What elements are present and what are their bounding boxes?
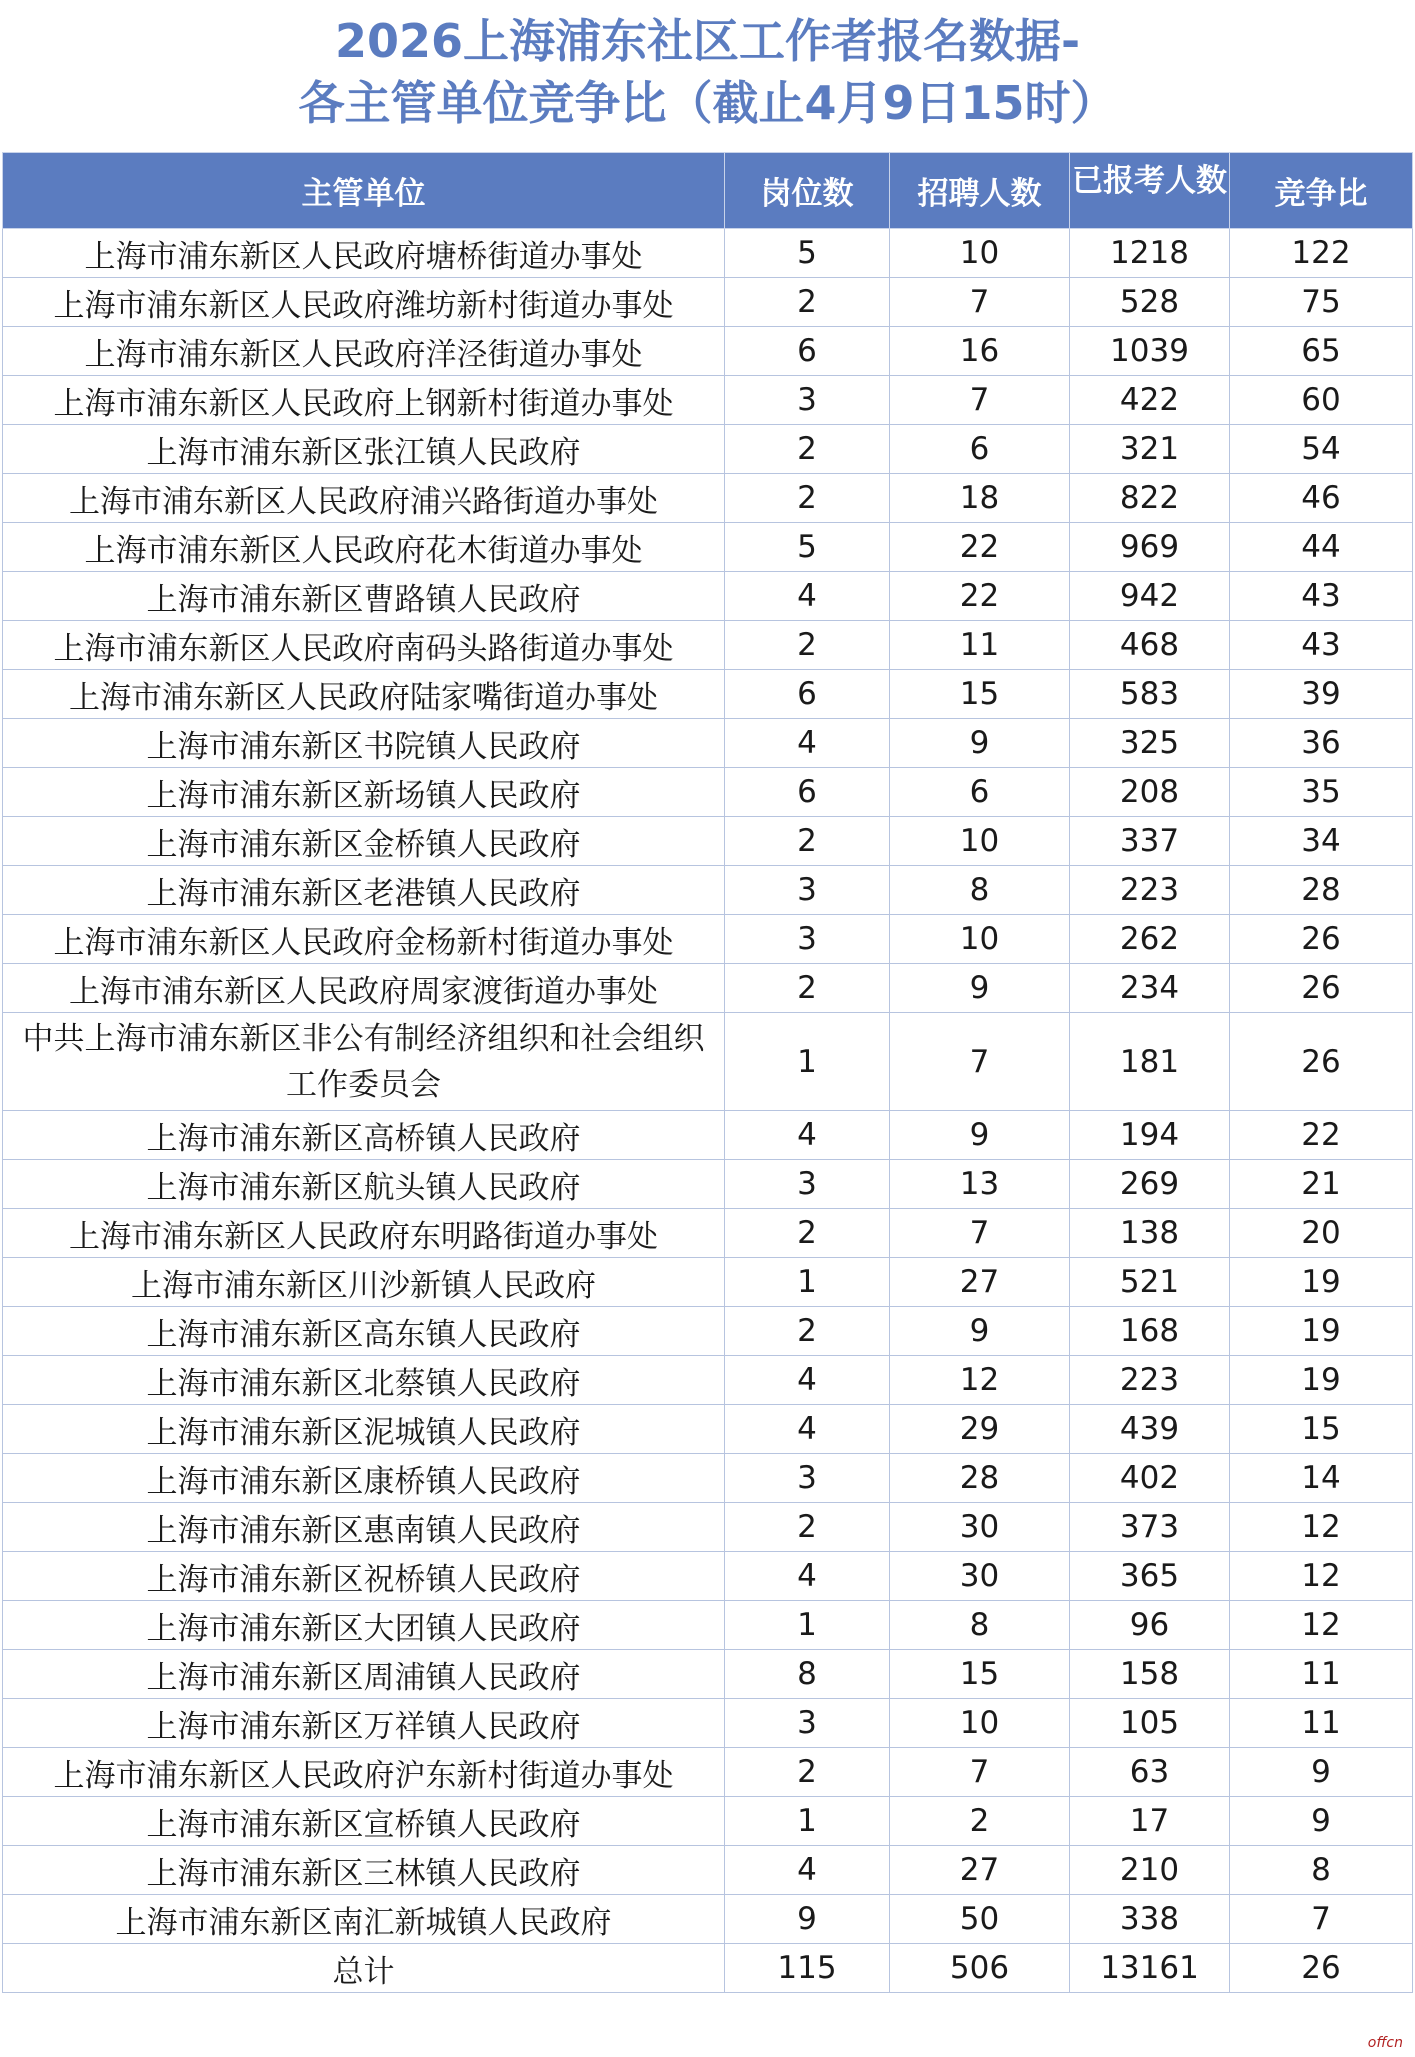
cell-recruits: 30 [890, 1552, 1070, 1601]
cell-positions: 9 [725, 1895, 890, 1944]
table-row [3, 1650, 1413, 1699]
table-row [3, 1307, 1413, 1356]
cell-unit: 上海市浦东新区曹路镇人民政府 [3, 572, 725, 621]
cell-recruits: 16 [890, 327, 1070, 376]
title-line-2: 各主管单位竞争比（截止4月9日15时） [298, 76, 1117, 130]
cell-positions: 2 [725, 964, 890, 1013]
cell-recruits: 7 [890, 1209, 1070, 1258]
cell-unit: 上海市浦东新区人民政府洋泾街道办事处 [3, 327, 725, 376]
cell-recruits: 12 [890, 1356, 1070, 1405]
cell-unit: 上海市浦东新区新场镇人民政府 [3, 768, 725, 817]
cell-ratio: 14 [1230, 1454, 1413, 1503]
page-title [0, 0, 1415, 152]
competition-ratio-table [2, 152, 1413, 1993]
cell-positions: 5 [725, 229, 890, 278]
cell-positions: 2 [725, 817, 890, 866]
header-ratio: 竞争比 [1230, 153, 1413, 229]
table-row [3, 768, 1413, 817]
cell-applicants: 181 [1070, 1013, 1230, 1111]
table-row [3, 817, 1413, 866]
total-row [3, 1944, 1413, 1993]
table-row [3, 1503, 1413, 1552]
cell-ratio: 7 [1230, 1895, 1413, 1944]
cell-unit: 上海市浦东新区高东镇人民政府 [3, 1307, 725, 1356]
table-row [3, 327, 1413, 376]
table-row [3, 1797, 1413, 1846]
cell-recruits: 29 [890, 1405, 1070, 1454]
table-row [3, 964, 1413, 1013]
cell-positions: 3 [725, 1160, 890, 1209]
cell-unit: 上海市浦东新区祝桥镇人民政府 [3, 1552, 725, 1601]
table-row [3, 572, 1413, 621]
cell-positions: 4 [725, 1552, 890, 1601]
cell-recruits: 7 [890, 1748, 1070, 1797]
table-row [3, 670, 1413, 719]
cell-applicants: 96 [1070, 1601, 1230, 1650]
table-row [3, 474, 1413, 523]
cell-ratio: 39 [1230, 670, 1413, 719]
cell-positions: 1 [725, 1601, 890, 1650]
cell-ratio: 60 [1230, 376, 1413, 425]
cell-unit: 上海市浦东新区高桥镇人民政府 [3, 1111, 725, 1160]
cell-applicants: 337 [1070, 817, 1230, 866]
cell-ratio: 19 [1230, 1258, 1413, 1307]
cell-positions: 2 [725, 474, 890, 523]
cell-positions: 1 [725, 1797, 890, 1846]
cell-unit: 上海市浦东新区人民政府东明路街道办事处 [3, 1209, 725, 1258]
table-row [3, 1111, 1413, 1160]
cell-positions: 2 [725, 1503, 890, 1552]
cell-ratio: 44 [1230, 523, 1413, 572]
title-line-1: 2026上海浦东社区工作者报名数据- [334, 14, 1081, 68]
cell-applicants: 321 [1070, 425, 1230, 474]
table-row [3, 1160, 1413, 1209]
cell-positions: 4 [725, 1405, 890, 1454]
cell-recruits: 27 [890, 1258, 1070, 1307]
cell-applicants: 373 [1070, 1503, 1230, 1552]
cell-ratio: 46 [1230, 474, 1413, 523]
cell-recruits: 18 [890, 474, 1070, 523]
cell-ratio: 43 [1230, 572, 1413, 621]
cell-unit: 上海市浦东新区人民政府金杨新村街道办事处 [3, 915, 725, 964]
cell-ratio: 12 [1230, 1601, 1413, 1650]
cell-ratio: 75 [1230, 278, 1413, 327]
cell-ratio: 19 [1230, 1356, 1413, 1405]
cell-ratio: 12 [1230, 1552, 1413, 1601]
cell-recruits: 7 [890, 376, 1070, 425]
cell-ratio: 26 [1230, 1013, 1413, 1111]
header-applicants-label: 已报考人数 [1072, 163, 1227, 199]
cell-applicants: 468 [1070, 621, 1230, 670]
cell-applicants: 168 [1070, 1307, 1230, 1356]
cell-applicants: 194 [1070, 1111, 1230, 1160]
cell-recruits: 10 [890, 1699, 1070, 1748]
cell-applicants: 1039 [1070, 327, 1230, 376]
cell-unit: 上海市浦东新区川沙新镇人民政府 [3, 1258, 725, 1307]
table-row [3, 866, 1413, 915]
cell-positions: 8 [725, 1650, 890, 1699]
cell-unit: 上海市浦东新区惠南镇人民政府 [3, 1503, 725, 1552]
cell-positions: 2 [725, 1209, 890, 1258]
table-row [3, 1013, 1413, 1111]
header-recruits: 招聘人数 [890, 153, 1070, 229]
cell-positions: 2 [725, 1748, 890, 1797]
table-row [3, 621, 1413, 670]
cell-recruits: 13 [890, 1160, 1070, 1209]
cell-ratio: 36 [1230, 719, 1413, 768]
cell-applicants: 942 [1070, 572, 1230, 621]
table-header-row [3, 153, 1413, 229]
table-row [3, 1405, 1413, 1454]
cell-recruits: 10 [890, 915, 1070, 964]
cell-recruits: 9 [890, 1307, 1070, 1356]
cell-recruits: 8 [890, 1601, 1070, 1650]
cell-ratio: 21 [1230, 1160, 1413, 1209]
cell-applicants: 583 [1070, 670, 1230, 719]
cell-ratio: 12 [1230, 1503, 1413, 1552]
cell-positions: 3 [725, 1454, 890, 1503]
cell-positions: 4 [725, 1111, 890, 1160]
cell-ratio: 9 [1230, 1748, 1413, 1797]
table-row [3, 1748, 1413, 1797]
table-row [3, 278, 1413, 327]
cell-unit: 上海市浦东新区万祥镇人民政府 [3, 1699, 725, 1748]
cell-applicants: 969 [1070, 523, 1230, 572]
cell-positions: 1 [725, 1258, 890, 1307]
cell-unit: 上海市浦东新区航头镇人民政府 [3, 1160, 725, 1209]
cell-unit: 上海市浦东新区书院镇人民政府 [3, 719, 725, 768]
cell-applicants: 338 [1070, 1895, 1230, 1944]
cell-positions: 3 [725, 915, 890, 964]
cell-positions: 4 [725, 1356, 890, 1405]
cell-unit: 上海市浦东新区三林镇人民政府 [3, 1846, 725, 1895]
cell-positions: 6 [725, 670, 890, 719]
cell-unit: 上海市浦东新区周浦镇人民政府 [3, 1650, 725, 1699]
cell-positions: 2 [725, 425, 890, 474]
cell-applicants: 105 [1070, 1699, 1230, 1748]
cell-ratio: 34 [1230, 817, 1413, 866]
cell-positions: 5 [725, 523, 890, 572]
cell-recruits: 9 [890, 719, 1070, 768]
table-row [3, 229, 1413, 278]
table-row [3, 376, 1413, 425]
cell-applicants: 138 [1070, 1209, 1230, 1258]
cell-recruits: 28 [890, 1454, 1070, 1503]
header-applicants [1070, 153, 1230, 229]
cell-positions: 6 [725, 327, 890, 376]
cell-unit: 上海市浦东新区人民政府上钢新村街道办事处 [3, 376, 725, 425]
cell-unit: 上海市浦东新区人民政府花木街道办事处 [3, 523, 725, 572]
cell-unit: 上海市浦东新区宣桥镇人民政府 [3, 1797, 725, 1846]
cell-positions: 2 [725, 1307, 890, 1356]
cell-applicants: 210 [1070, 1846, 1230, 1895]
cell-unit: 上海市浦东新区人民政府陆家嘴街道办事处 [3, 670, 725, 719]
table-row [3, 1699, 1413, 1748]
cell-recruits: 22 [890, 523, 1070, 572]
table-row [3, 1895, 1413, 1944]
header-unit: 主管单位 [3, 153, 725, 229]
cell-ratio: 8 [1230, 1846, 1413, 1895]
table-row [3, 719, 1413, 768]
cell-recruits: 22 [890, 572, 1070, 621]
cell-recruits: 11 [890, 621, 1070, 670]
cell-unit: 上海市浦东新区康桥镇人民政府 [3, 1454, 725, 1503]
cell-positions: 4 [725, 719, 890, 768]
total-cell-positions: 115 [725, 1944, 890, 1993]
table-row [3, 1209, 1413, 1258]
cell-recruits: 50 [890, 1895, 1070, 1944]
cell-recruits: 7 [890, 1013, 1070, 1111]
cell-ratio: 54 [1230, 425, 1413, 474]
table-row [3, 1454, 1413, 1503]
cell-positions: 2 [725, 278, 890, 327]
cell-ratio: 43 [1230, 621, 1413, 670]
cell-unit: 上海市浦东新区金桥镇人民政府 [3, 817, 725, 866]
table-row [3, 1356, 1413, 1405]
cell-recruits: 6 [890, 425, 1070, 474]
cell-ratio: 15 [1230, 1405, 1413, 1454]
cell-applicants: 262 [1070, 915, 1230, 964]
cell-applicants: 365 [1070, 1552, 1230, 1601]
cell-ratio: 11 [1230, 1650, 1413, 1699]
cell-unit: 上海市浦东新区南汇新城镇人民政府 [3, 1895, 725, 1944]
cell-recruits: 15 [890, 670, 1070, 719]
cell-ratio: 11 [1230, 1699, 1413, 1748]
cell-recruits: 30 [890, 1503, 1070, 1552]
cell-ratio: 26 [1230, 915, 1413, 964]
cell-applicants: 521 [1070, 1258, 1230, 1307]
cell-applicants: 402 [1070, 1454, 1230, 1503]
cell-unit: 上海市浦东新区北蔡镇人民政府 [3, 1356, 725, 1405]
cell-applicants: 1218 [1070, 229, 1230, 278]
cell-positions: 3 [725, 866, 890, 915]
cell-unit: 上海市浦东新区泥城镇人民政府 [3, 1405, 725, 1454]
cell-recruits: 10 [890, 229, 1070, 278]
cell-applicants: 528 [1070, 278, 1230, 327]
cell-ratio: 28 [1230, 866, 1413, 915]
table-row [3, 1846, 1413, 1895]
cell-unit: 上海市浦东新区人民政府沪东新村街道办事处 [3, 1748, 725, 1797]
cell-positions: 3 [725, 376, 890, 425]
cell-unit: 上海市浦东新区张江镇人民政府 [3, 425, 725, 474]
total-cell-unit: 总计 [3, 1944, 725, 1993]
cell-positions: 1 [725, 1013, 890, 1111]
cell-unit: 上海市浦东新区老港镇人民政府 [3, 866, 725, 915]
cell-ratio: 65 [1230, 327, 1413, 376]
cell-recruits: 2 [890, 1797, 1070, 1846]
cell-recruits: 27 [890, 1846, 1070, 1895]
cell-positions: 3 [725, 1699, 890, 1748]
cell-unit: 上海市浦东新区人民政府周家渡街道办事处 [3, 964, 725, 1013]
cell-applicants: 822 [1070, 474, 1230, 523]
table-row [3, 425, 1413, 474]
cell-recruits: 7 [890, 278, 1070, 327]
cell-ratio: 26 [1230, 964, 1413, 1013]
cell-unit: 上海市浦东新区大团镇人民政府 [3, 1601, 725, 1650]
table-row [3, 1601, 1413, 1650]
cell-applicants: 17 [1070, 1797, 1230, 1846]
table-row [3, 523, 1413, 572]
cell-recruits: 9 [890, 964, 1070, 1013]
cell-positions: 4 [725, 572, 890, 621]
cell-ratio: 22 [1230, 1111, 1413, 1160]
cell-applicants: 422 [1070, 376, 1230, 425]
total-cell-ratio: 26 [1230, 1944, 1413, 1993]
watermark-logo: offcn [1367, 2035, 1403, 2051]
cell-applicants: 325 [1070, 719, 1230, 768]
cell-positions: 4 [725, 1846, 890, 1895]
cell-applicants: 208 [1070, 768, 1230, 817]
total-cell-recruits: 506 [890, 1944, 1070, 1993]
cell-applicants: 223 [1070, 866, 1230, 915]
cell-applicants: 63 [1070, 1748, 1230, 1797]
cell-applicants: 439 [1070, 1405, 1230, 1454]
cell-unit: 上海市浦东新区人民政府潍坊新村街道办事处 [3, 278, 725, 327]
cell-recruits: 8 [890, 866, 1070, 915]
cell-unit: 上海市浦东新区人民政府南码头路街道办事处 [3, 621, 725, 670]
cell-applicants: 269 [1070, 1160, 1230, 1209]
table-row [3, 1258, 1413, 1307]
table-row [3, 915, 1413, 964]
cell-unit: 上海市浦东新区人民政府塘桥街道办事处 [3, 229, 725, 278]
cell-ratio: 9 [1230, 1797, 1413, 1846]
table-row [3, 1552, 1413, 1601]
cell-unit: 上海市浦东新区人民政府浦兴路街道办事处 [3, 474, 725, 523]
cell-ratio: 122 [1230, 229, 1413, 278]
cell-recruits: 10 [890, 817, 1070, 866]
cell-ratio: 19 [1230, 1307, 1413, 1356]
cell-recruits: 9 [890, 1111, 1070, 1160]
cell-positions: 6 [725, 768, 890, 817]
cell-applicants: 158 [1070, 1650, 1230, 1699]
cell-ratio: 35 [1230, 768, 1413, 817]
cell-recruits: 6 [890, 768, 1070, 817]
cell-positions: 2 [725, 621, 890, 670]
cell-applicants: 234 [1070, 964, 1230, 1013]
cell-recruits: 15 [890, 1650, 1070, 1699]
cell-unit: 中共上海市浦东新区非公有制经济组织和社会组织工作委员会 [3, 1013, 725, 1111]
cell-applicants: 223 [1070, 1356, 1230, 1405]
cell-ratio: 20 [1230, 1209, 1413, 1258]
header-positions: 岗位数 [725, 153, 890, 229]
total-cell-applicants: 13161 [1070, 1944, 1230, 1993]
